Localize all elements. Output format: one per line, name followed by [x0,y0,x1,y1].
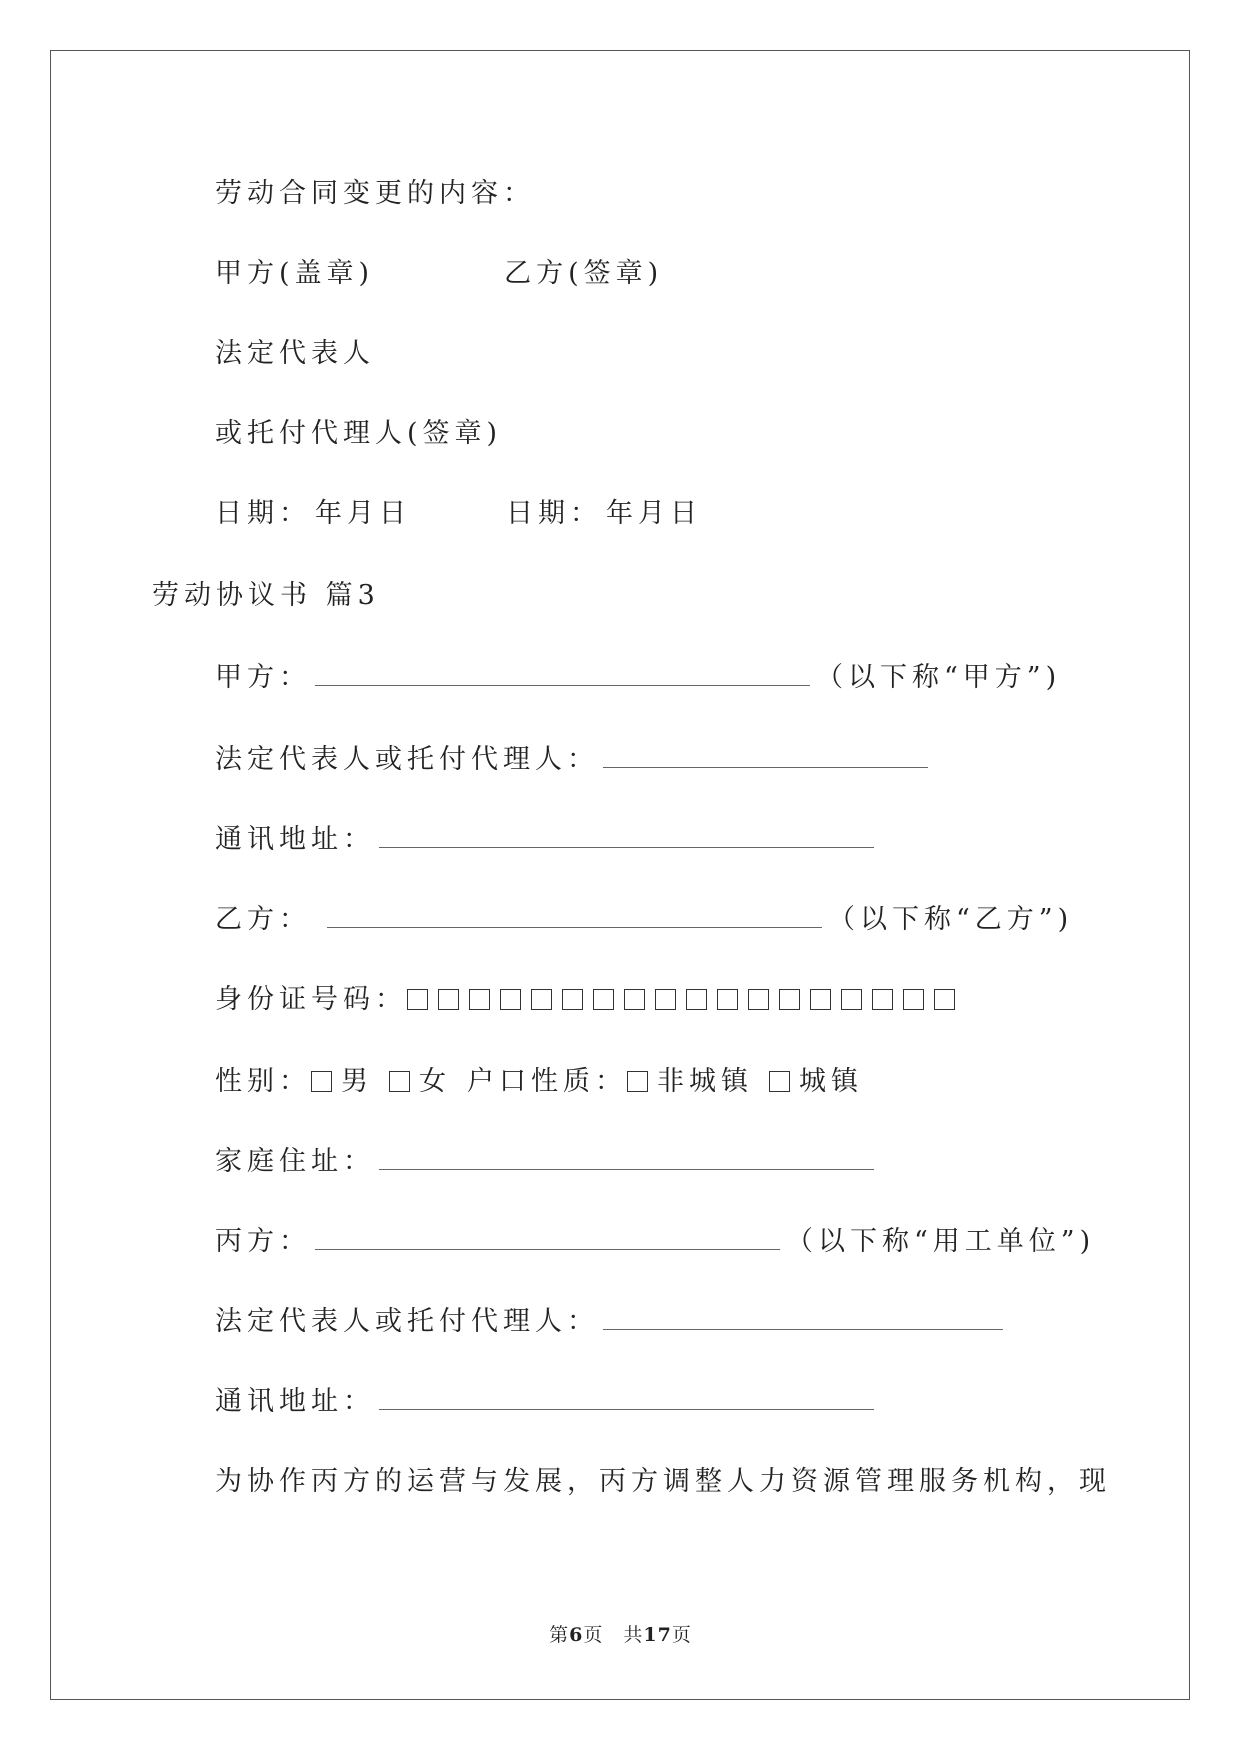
id-number-line: 身份证号码： [215,982,965,1018]
checkbox-urban[interactable] [769,1071,790,1092]
blank-underline [315,1225,780,1250]
text-line-signatures: 甲方(盖章) 乙方(签章) [215,258,664,289]
address-line-2: 通讯地址： [215,1384,880,1420]
id-number-boxes [407,982,965,1018]
section-heading: 劳动协议书 篇3 [152,580,380,611]
blank-underline [315,661,810,686]
blank-underline [603,743,928,768]
home-address-line: 家庭住址： [215,1144,880,1180]
legal-rep-line-2: 法定代表人或托付代理人： [215,1304,1009,1340]
text-line-legal-rep: 法定代表人 [215,338,375,369]
page-number-footer: 第6页 共17页 [549,1624,692,1646]
page-frame [50,50,1190,1700]
checkbox-male[interactable] [311,1071,332,1092]
blank-underline [379,1145,874,1170]
body-paragraph-line: 为协作丙方的运营与发展，丙方调整人力资源管理服务机构，现 [215,1466,1111,1497]
address-line-1: 通讯地址： [215,822,880,858]
party-a-line: 甲方： （以下称“甲方”) [215,662,1062,693]
legal-rep-line-1: 法定代表人或托付代理人： [215,742,934,778]
text-line-agent: 或托付代理人(签章) [215,418,503,449]
blank-underline [603,1305,1003,1330]
blank-underline [379,1385,874,1410]
checkbox-female[interactable] [389,1071,410,1092]
text-line-contract-change: 劳动合同变更的内容： [215,178,535,209]
blank-underline [327,903,822,928]
blank-underline [379,823,874,848]
text-line-dates: 日期： 年月日 日期： 年月日 [215,498,702,529]
party-c-line: 丙方： （以下称“用工单位”) [215,1226,1096,1257]
party-b-line: 乙方： （以下称“乙方”) [215,904,1074,935]
checkbox-non-urban[interactable] [627,1071,648,1092]
gender-hukou-line: 性别： 男 女 户口性质： 非城镇 城镇 [215,1066,863,1097]
